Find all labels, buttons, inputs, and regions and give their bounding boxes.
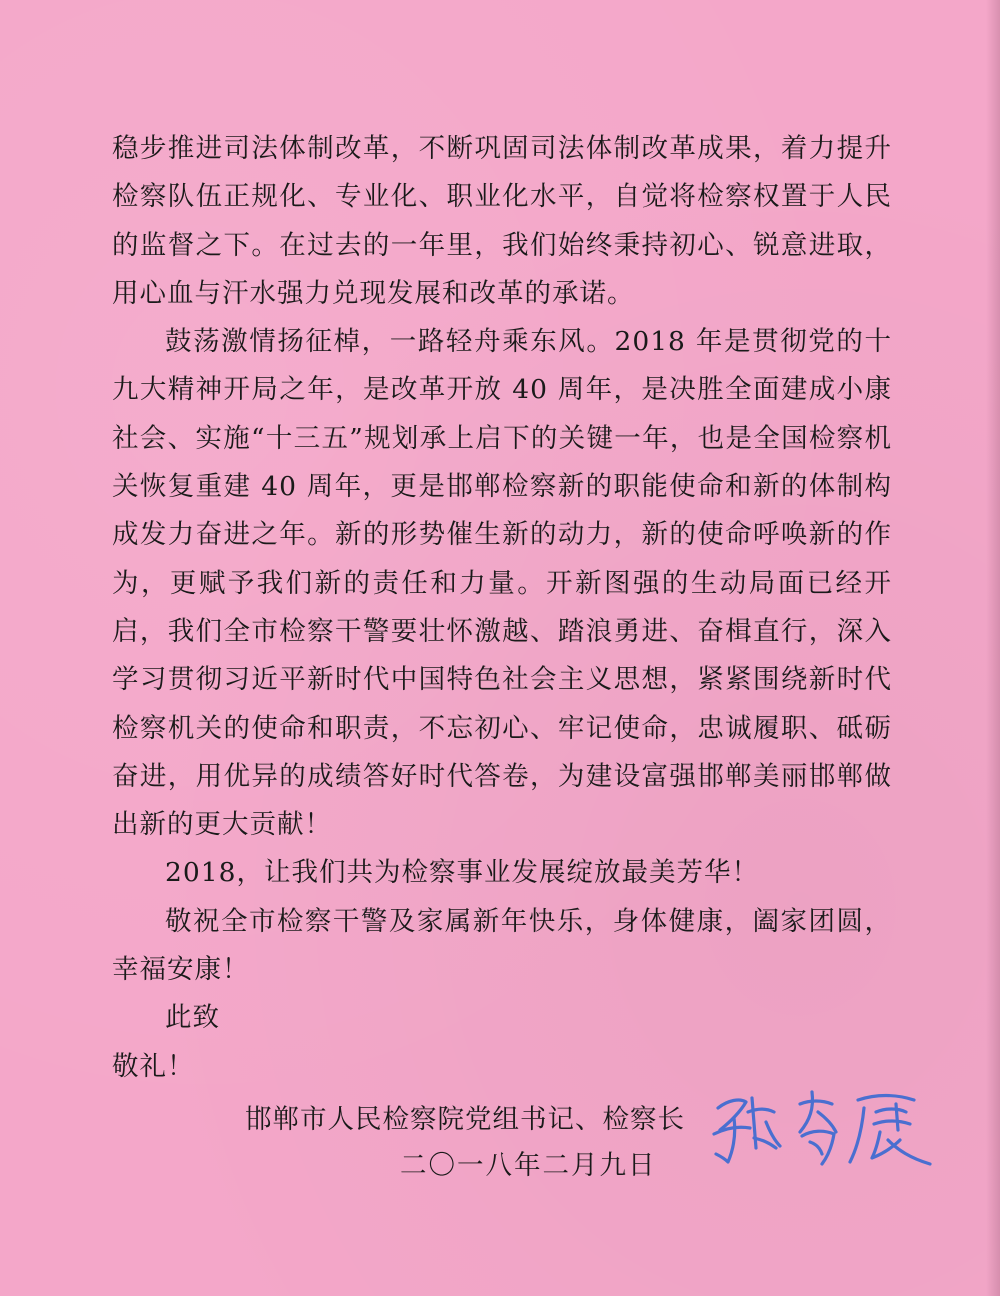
letter-body [112,125,892,1091]
handwritten-signature [700,1078,950,1178]
signer-title: 邯郸市人民检察院党组书记、检察长 [245,1104,685,1135]
signer-block [245,1097,685,1143]
paragraph-continuation: 稳步推进司法体制改革，不断巩固司法体制改革成果，着力提升检察队伍正规化、专业化、职业化水平，自觉将检察权置于人民的监督之下。在过去的一年里，我们始终秉持初心、锐意进取，用心血与汗水强力兑现发展和改革的承诺。 [112,133,892,309]
scan-edge-shadow [986,0,1000,1296]
paragraph-new-year-outlook: 鼓荡激情扬征棹，一路轻舟乘东风。2018 年是贯彻党的十九大精神开局之年，是改革开放 40 周年，是决胜全面建成小康社会、实施“十三五”规划承上启下的关键一年，也是全国检察机关恢复重建 40 周年，更是邯郸检察新的职能使命和新的体制构成发力奋进之年。新的形势催生新的动力，新的使命呼唤新的作为，更赋予我们新的责任和力量。开新图强的生动局面已经开启，我们全市检察干警要壮怀激越、踏浪勇进、奋楫直行，深入学习贯彻习近平新时代中国特色社会主义思想，紧紧围绕新时代检察机关的使命和职责，不忘初心、牢记使命，忠诚履职、砥砺奋进，用优异的成绩答好时代答卷，为建设富强邯郸美丽邯郸做出新的更大贡献！ [112,326,892,841]
closing-cizhi: 此致 [165,1002,220,1034]
paragraph-wishes: 敬祝全市检察干警及家属新年快乐，身体健康，阖家团圆，幸福安康！ [112,905,892,986]
letter-date: 二〇一八年二月九日 [400,1150,657,1181]
paragraph-2018-call: 2018，让我们共为检察事业发展绽放最美芳华！ [165,857,759,889]
closing-jingli: 敬礼！ [112,1050,195,1082]
